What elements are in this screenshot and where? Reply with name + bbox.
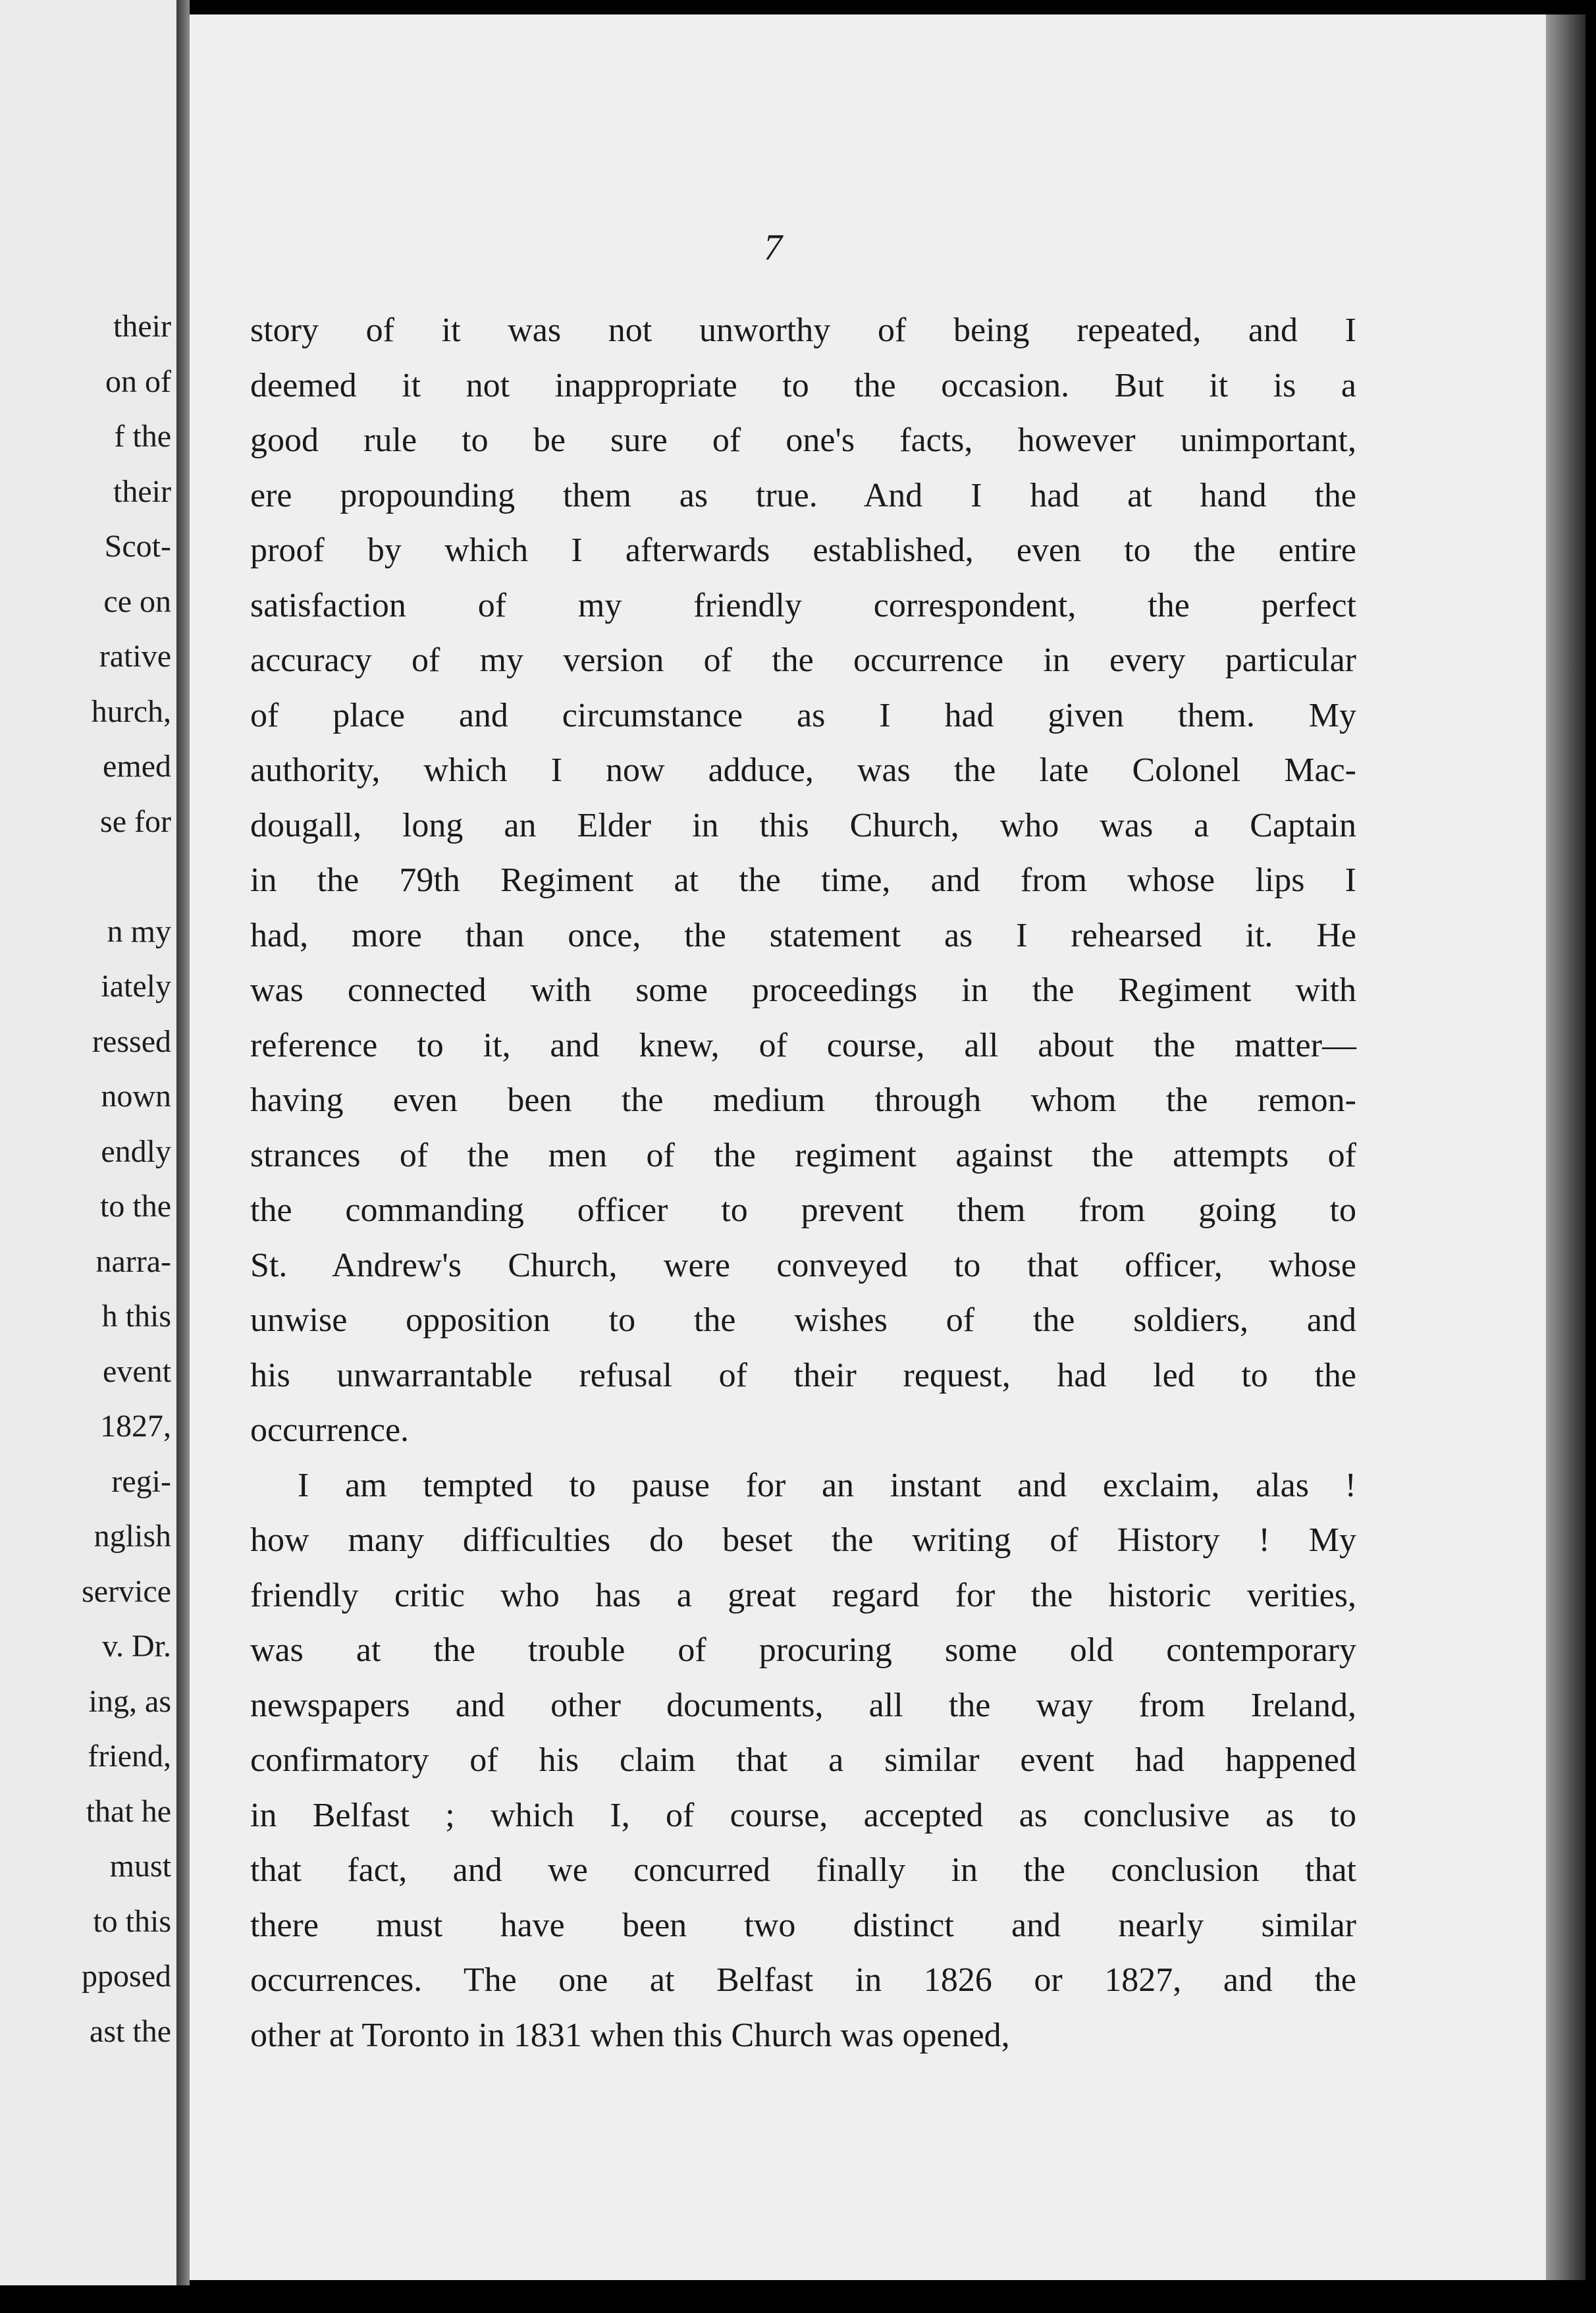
- text-line: the commanding officer to prevent them from going to: [250, 1191, 1356, 1229]
- left-text-fragment: ast the: [90, 2013, 171, 2049]
- left-text-fragment: iately: [101, 969, 171, 1004]
- text-line: good rule to be sure of one's facts, however unimportant,: [250, 422, 1356, 459]
- left-facing-page: [0, 0, 176, 2285]
- left-text-fragment: nglish: [93, 1519, 171, 1554]
- left-text-fragment: to the: [100, 1189, 171, 1224]
- page-edge: [1546, 14, 1585, 2280]
- left-text-fragment: their: [113, 474, 171, 509]
- text-line: newspapers and other documents, all the way from Ireland,: [250, 1686, 1356, 1724]
- text-line: in the 79th Regiment at the time, and from whose lips I: [250, 861, 1356, 899]
- text-line: was at the trouble of procuring some old contemporary: [250, 1631, 1356, 1669]
- left-text-fragment: must: [109, 1849, 171, 1884]
- text-line: authority, which I now adduce, was the late Colonel Mac-: [250, 751, 1356, 789]
- left-text-fragment: Scot-: [104, 529, 171, 564]
- left-text-fragment: regi-: [111, 1463, 171, 1499]
- text-line: deemed it not inappropriate to the occasion. But it is a: [250, 366, 1356, 404]
- text-line: proof by which I afterwards established, even to the entire: [250, 531, 1356, 569]
- text-line: story of it was not unworthy of being repeated, and I: [250, 312, 1356, 349]
- left-text-fragment: hurch,: [91, 694, 171, 729]
- text-line: was connected with some proceedings in the Regiment with: [250, 971, 1356, 1009]
- text-line: satisfaction of my friendly correspondent, the perfect: [250, 586, 1356, 624]
- left-text-fragment: ce on: [103, 584, 171, 619]
- text-line: having even been the medium through whom the remon-: [250, 1081, 1356, 1119]
- text-line: there must have been two distinct and nearly similar: [250, 1906, 1356, 1944]
- text-line: friendly critic who has a great regard for the historic verities,: [250, 1576, 1356, 1614]
- text-line: other at Toronto in 1831 when this Church was opened,: [250, 2016, 1010, 2054]
- text-line: how many difficulties do beset the writing of History ! My: [250, 1521, 1356, 1559]
- text-line: occurrences. The one at Belfast in 1826 or 1827, and the: [250, 1961, 1356, 1999]
- text-line: confirmatory of his claim that a similar event had happened: [250, 1741, 1356, 1779]
- book-gutter: [176, 0, 190, 2285]
- page-number: 7: [764, 227, 782, 268]
- main-page: [190, 14, 1546, 2280]
- left-text-fragment: pposed: [82, 1959, 171, 1994]
- left-text-fragment: friend,: [88, 1739, 171, 1774]
- left-text-fragment: event: [103, 1353, 171, 1389]
- text-line: had, more than once, the statement as I rehearsed it. He: [250, 916, 1356, 954]
- text-line: St. Andrew's Church, were conveyed to that officer, whose: [250, 1246, 1356, 1284]
- text-line: ere propounding them as true. And I had at hand the: [250, 476, 1356, 514]
- left-text-fragment: emed: [103, 749, 171, 784]
- left-text-fragment: ressed: [92, 1023, 171, 1059]
- left-text-fragment: service: [82, 1573, 171, 1609]
- left-text-fragment: f the: [114, 419, 171, 454]
- text-line: dougall, long an Elder in this Church, who was a Captain: [250, 806, 1356, 844]
- left-text-fragment: rative: [99, 639, 171, 674]
- text-line: his unwarrantable refusal of their request, had led to the: [250, 1356, 1356, 1394]
- text-line: unwise opposition to the wishes of the soldiers, and: [250, 1301, 1356, 1339]
- left-text-fragment: se for: [100, 803, 171, 839]
- left-text-fragment: nown: [101, 1079, 171, 1114]
- left-text-fragment: on of: [105, 364, 171, 399]
- left-text-fragment: endly: [101, 1133, 171, 1169]
- left-text-fragment: n my: [107, 913, 171, 949]
- text-line: strances of the men of the regiment against the attempts of: [250, 1136, 1356, 1174]
- left-text-fragment: h this: [101, 1299, 171, 1334]
- text-line: of place and circumstance as I had given them. My: [250, 696, 1356, 734]
- left-text-fragment: narra-: [95, 1243, 171, 1279]
- text-line: in Belfast ; which I, of course, accepted as conclusive as to: [250, 1796, 1356, 1834]
- left-text-fragment: v. Dr.: [102, 1629, 171, 1664]
- left-text-fragment: 1827,: [100, 1409, 171, 1444]
- text-line: occurrence.: [250, 1411, 410, 1449]
- left-text-fragment: ing, as: [88, 1683, 171, 1719]
- left-text-fragment: that he: [86, 1793, 171, 1829]
- text-line: reference to it, and knew, of course, all about the matter—: [250, 1026, 1356, 1064]
- text-line: I am tempted to pause for an instant and exclaim, alas !: [298, 1466, 1356, 1504]
- text-line: that fact, and we concurred finally in the conclusion that: [250, 1851, 1356, 1889]
- left-text-fragment: to this: [93, 1903, 171, 1939]
- left-text-fragment: their: [113, 309, 171, 344]
- text-line: accuracy of my version of the occurrence in every particular: [250, 641, 1356, 679]
